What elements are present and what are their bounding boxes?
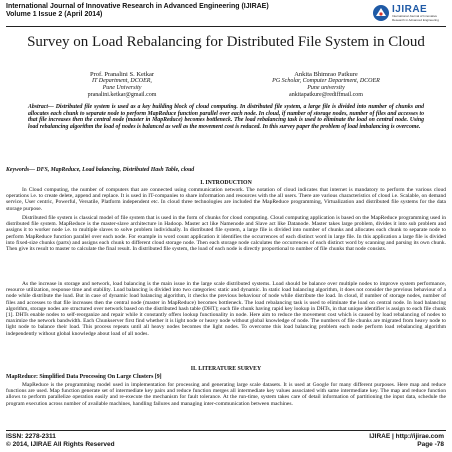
author-name: Ankita Bhimrao Patkure: [294, 71, 358, 78]
section-heading-literature-survey: II. LITERATURE SURVEY: [190, 366, 262, 372]
logo-emblem-icon: [372, 4, 390, 22]
journal-header: [6, 3, 366, 19]
section-heading-introduction: I. INTRODUCTION: [200, 180, 252, 186]
author-email: pranalini.ketkar@gmail.com: [87, 92, 157, 98]
author-department: PG Scholar, Computer Department, DCOER: [272, 78, 380, 84]
author-affiliation: Pune university: [307, 85, 345, 91]
footer-site: IJIRAE | http://ijirae.com: [369, 433, 444, 440]
author-email: ankitapatkure@rediffmail.com: [289, 92, 363, 98]
footer-issn: ISSN: 2278-2311: [6, 433, 56, 440]
paper-title: Survey on Load Rebalancing for Distributed File System in Cloud: [27, 34, 425, 50]
literature-paragraph-1: MapReduce is the programming model used in implementation for processing and generating large scale datasets. It is used at Google for many different purposes. Here map and reduce functions are used. Map function generate set of intermediate key pairs and reduce function merges all intermediate key values associated with same intermediate key. The map and reduce function allows to perform parallelize operation easily and re-execute the mechanism for fault tolerance. At the run-time, system takes care of detail information of partitioning the input data, schedule the program execution across number of available machines, handling failures and managing inter-communication between machines.: [6, 382, 446, 407]
logo-text: IJIRAE: [392, 4, 428, 15]
journal-name: International Journal of Innovative Research in Advanced Engineering (IJIRAE): [6, 3, 269, 10]
keywords: Keywords— DFS, MapReduce, Load balancing, Distributed Hash Table, cloud: [6, 167, 195, 173]
author-name: Prof. Pranalini S. Ketkar: [89, 71, 155, 78]
author-department: IT Department, DCOER,: [92, 78, 152, 84]
author-block-2: [226, 71, 426, 99]
header-divider: [6, 26, 446, 27]
footer-copyright: © 2014, IJIRAE All Rights Reserved: [6, 441, 115, 448]
intro-paragraph-2: Distributed file system is classical model of file system that is used in the form of chunks for cloud computing. Cloud computing application is based on the MapReduce programming used in distributed file system. MapReduce is the master-slave architecture in Hadoop. Master act like Namenode and Slave act like Datanode. Master takes large problem, divides it into sub problem and assigns it to worker node i.e. to multiple slaves to solve problem individually. In distributed file system, a large file is divided into number of chunks and allocates each chunk to separate node to perform MapReduce function parallel over each node. For example in word count application it identifies the occurrences of each distinct word in large file. In this application a large file is divided into fixed-size chunks (parts) and assigns each chunk to different cloud storage node. Then each storage node calculates the occurrences of each distinct word by scanning and parsing its own chunk. Then give its result to master to calculate the final result. In distributed file system, the load of each node is directly proportional to number of file chunks that node consists.: [6, 215, 446, 253]
intro-paragraph-1: In Cloud computing, the number of computers that are connected using communication network. The notation of cloud indicates that internet is mandatory to perform the various cloud operations i.e. to create delete, append and replace. It is used in IT-companies to share information and resources with the all users. There are various characteristics of cloud i.e. Scalable, on demand service, User centric, Powerful, Versatile, Platform independent etc. In cloud three technologies are included the MapReduce programming, Virtualization and distributed file systems for the data storage purpose.: [6, 187, 446, 212]
footer-page-number: Page -78: [417, 441, 444, 448]
footer-right: [369, 433, 444, 449]
footer-divider: [6, 430, 446, 431]
logo-subtitle: International Journal of Innovative Research in Advanced Engineering: [392, 14, 439, 22]
abstract: Abstract— Distributed file system is used as a key building block of cloud computing. In distributed file system, a large file is divided into number of chunks and allocates each chunk to separate node to perform MapReduce function parallel over each node. In cloud, if number of storage nodes, number of files and accesses to that file increases then the central node (master in MapReduce) becomes bottleneck. The load rebalancing task is used to eliminate the load on central node. Using load rebalancing algorithm the load of nodes is balanced as well as the movement cost is reduced. In this survey paper the problem of load imbalancing is overcome.: [28, 104, 424, 130]
journal-logo: [372, 2, 444, 24]
author-block-1: [22, 71, 222, 99]
subsection-heading: MapReduce: Simplified Data Processing On Large Clusters [9]: [6, 374, 162, 380]
author-affiliation: Pune University: [102, 85, 142, 91]
intro-paragraph-3: As the increase in storage and network, load balancing is the main issue in the large scale distributed systems. Load should be balance over multiple nodes to improve system performance, resource utilization, response time and stability. Load balancing is divided into two categories: static and dynamic. In static load balancing algorithm, it does not consider the previous behaviour of a node while distribute the load. But in case of dynamic load balancing algorithm, it checks the previous behaviour of node while distribute the load. In cloud, if number of storage nodes, number of files and accesses to that file increases then the central node (master in MapReduce) becomes bottleneck. The load rebalancing task is used to eliminate the load on central node. In load balancing algorithm, storage nodes are structured over network based on the distributed hash table (DHT); each file chunk having rapid key lookup in DHTs, in that unique identifier is assign to each file chunk [1]. DHTs enable nodes to self-reorganize and repair while it constantly offers lookup functionality in node. Here aim to reduce the movement cost which is caused by load rebalancing of nodes to maximize the network bandwidth. Each Chunkserver first find whether it is light node or heavy node without global knowledge of node. The numbers of file chunks are migrated from heavy node to light node to balance their load. This process repeats until all heavy nodes becomes the light nodes. To overcome this load balancing problem each node perform load rebalancing algorithm independently without global knowledge about load of all nodes.: [6, 281, 446, 337]
journal-volume: Volume 1 Issue 2 (April 2014): [6, 11, 103, 18]
footer-left: [6, 433, 115, 449]
